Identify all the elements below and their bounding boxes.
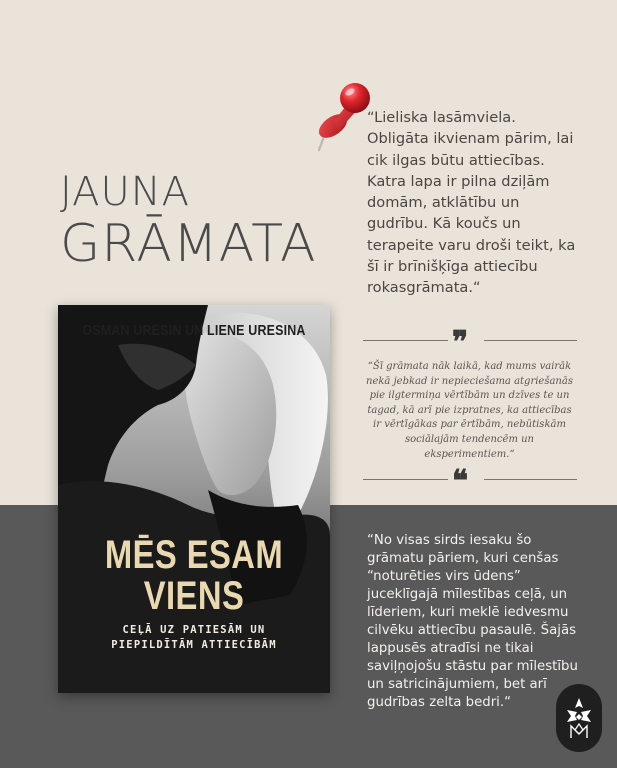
book-title-line1: MĒS ESAM (104, 533, 284, 577)
book-subtitle-line2: PIEPILDĪTĀM ATTIECĪBĀM (111, 639, 277, 651)
pushpin-icon (305, 78, 375, 158)
publisher-logo (556, 684, 602, 752)
quote-open-icon: ❞ (452, 325, 469, 360)
divider-left-lower (363, 479, 448, 480)
testimonial-second: “No visas sirds iesaku šo grāmatu pāriem, kuri cenšas “noturēties virs ūdens” juceklīgajā mīlestības ceļā, un līderiem, kuri meklē iedvesmu cilvēku attiecību pasaulē. Šajās lappusēs atradīsi ne tikai saviļņojošu stāstu par mīlestību un satricinājumiem, bet arī gudrības zelta bedri.“ (367, 533, 578, 710)
divider-left-upper (363, 340, 448, 341)
headline (60, 170, 317, 273)
headline-line1: JAUNA (60, 169, 191, 215)
book-authors: OSMAN URESIN UN LIENE URESINA (82, 323, 306, 339)
book-title-line2: VIENS (143, 574, 245, 618)
book-cover (58, 305, 330, 693)
book-title (82, 535, 305, 617)
divider-right-lower (484, 479, 577, 480)
quote-close-icon: ❝ (452, 464, 469, 499)
divider-right-upper (484, 340, 577, 341)
headline-line2: GRĀMATA (60, 213, 317, 274)
book-subtitle-line1: CEĻĀ UZ PATIESĀM UN (122, 624, 266, 636)
testimonial-first: “Lieliska lasāmviela. Obligāta ikvienam pārim, lai cik ilgas būtu attiecības. Katra lapa ir pilna dziļām domām, atklātību un gudrību. Kā koučs un terapeite varu droši teikt, ka šī ir brīnišķīga attiecību rokasgrāmata.“ (367, 109, 576, 297)
testimonial-center: “Šī grāmata nāk laikā, kad mums vairāk nekā jebkad ir nepieciešama atgriešanās pie ilgtermiņa vērtībām un dzīves te un tagad, kā arī pie izpratnes, ka attiecības ir vērtīgākas par ērtībām, nebūtiskām sociālajām tendencēm un eksperimentiem.“ (366, 361, 573, 460)
book-subtitle (58, 623, 330, 653)
